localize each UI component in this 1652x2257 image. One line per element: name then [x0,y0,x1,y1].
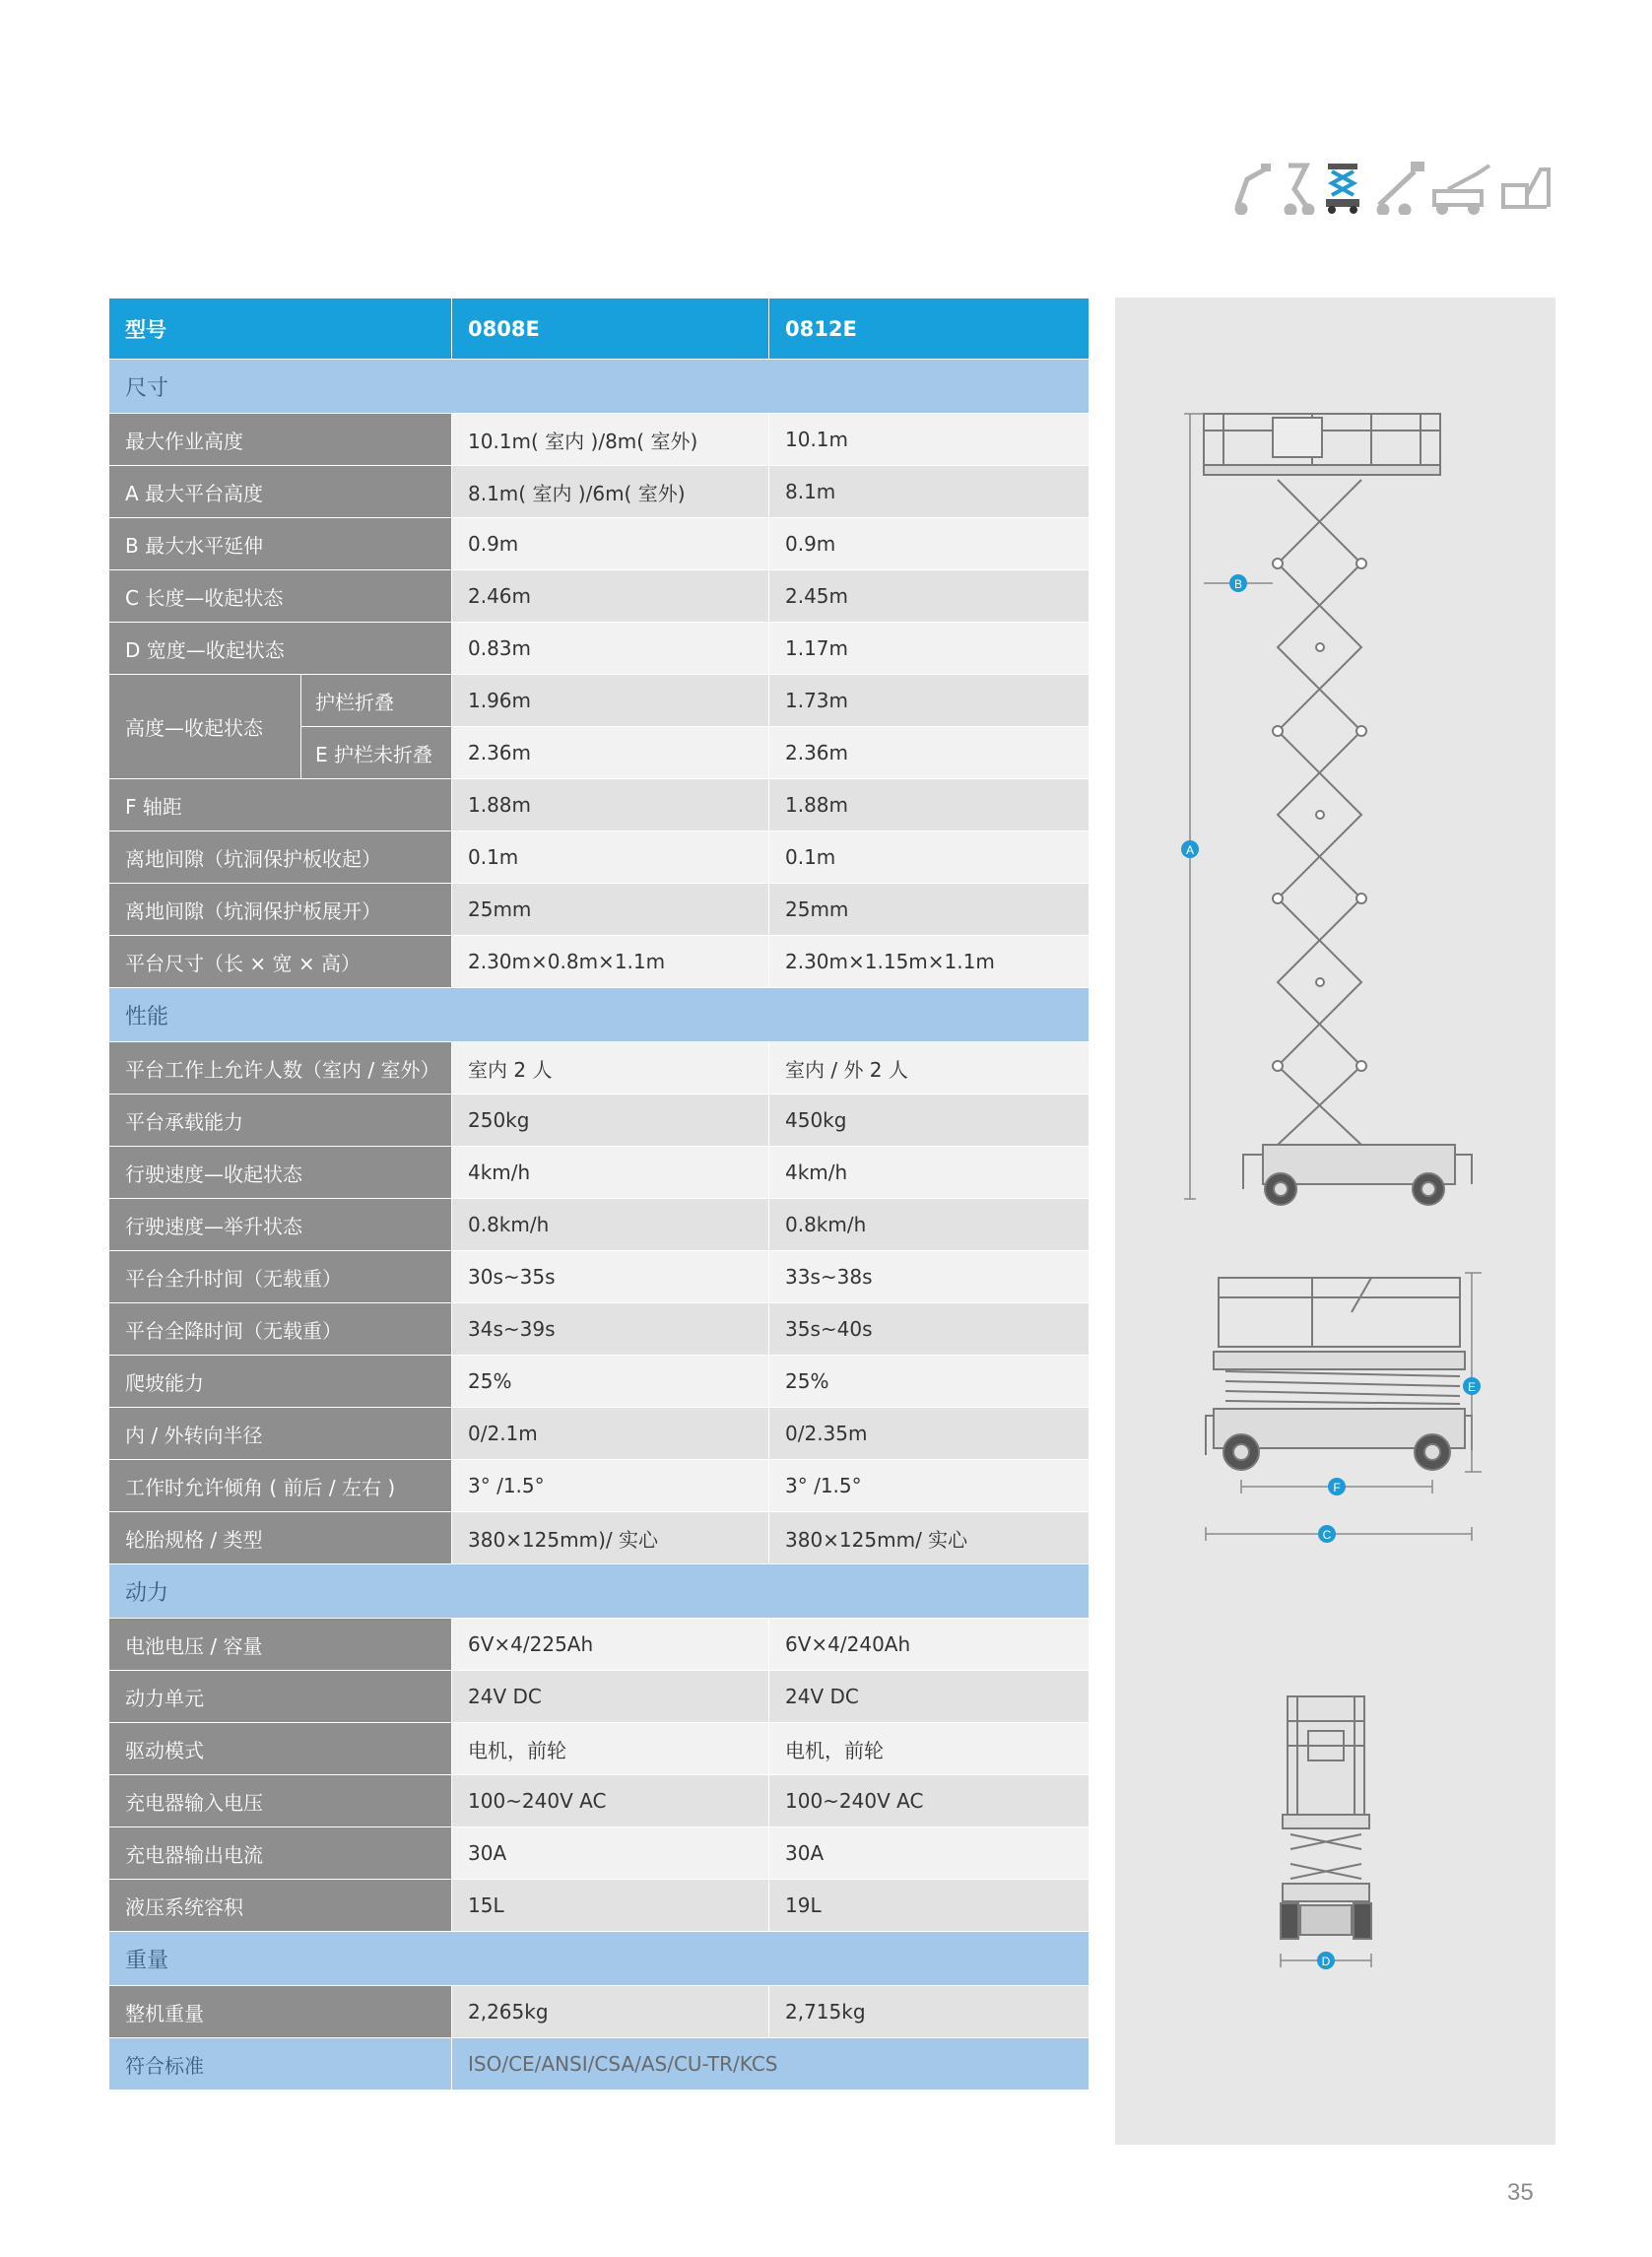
lift-front-view [1281,1696,1371,1939]
section-row-dimensions: 尺寸 [109,360,1090,414]
model-col2: 0812E [769,299,1090,360]
svg-text:E: E [1467,1380,1477,1394]
svg-text:D: D [1321,1955,1331,1968]
table-row: 平台承载能力 250kg 450kg [109,1095,1090,1147]
section-row-weight: 重量 [109,1932,1090,1986]
table-row: 平台工作上允许人数（室内 / 室外） 室内 2 人 室内 / 外 2 人 [109,1042,1090,1095]
table-row: 充电器输出电流 30A 30A [109,1827,1090,1880]
table-row: 驱动模式 电机，前轮 电机，前轮 [109,1723,1090,1775]
table-row: A 最大平台高度 8.1m( 室内 )/6m( 室外) 8.1m [109,466,1090,518]
marker-c [1318,1525,1336,1543]
table-row: E 护栏未折叠 2.36m 2.36m [109,727,1090,779]
stowed-lift-side-view [1206,1278,1472,1470]
diagram-panel [1115,298,1555,2145]
standards-row: 符合标准 ISO/CE/ANSI/CSA/AS/CU-TR/KCS [109,2038,1090,2091]
telescopic-boom-lift-icon [1379,162,1424,214]
table-row: 行驶速度—举升状态 0.8km/h 0.8km/h [109,1199,1090,1251]
raised-lift-side-view [1204,414,1472,1205]
table-row: B 最大水平延伸 0.9m 0.9m [109,518,1090,570]
table-row: F 轴距 1.88m 1.88m [109,779,1090,831]
truck-mounted-lift-icon [1434,166,1489,213]
section-row-performance: 性能 [109,988,1090,1042]
table-row: 离地间隙（坑洞保护板展开） 25mm 25mm [109,884,1090,936]
table-row: 离地间隙（坑洞保护板收起） 0.1m 0.1m [109,831,1090,884]
svg-text:C: C [1322,1528,1332,1542]
marker-d [1317,1952,1335,1969]
table-row: 整机重量 2,265kg 2,715kg [109,1986,1090,2038]
table-row: 电池电压 / 容量 6V×4/225Ah 6V×4/240Ah [109,1619,1090,1671]
table-row: 行驶速度—收起状态 4km/h 4km/h [109,1147,1090,1199]
marker-e [1463,1377,1481,1395]
vertical-mast-lift-icon [1287,166,1312,214]
marker-b [1229,574,1247,592]
page-number: 35 [1507,2179,1534,2206]
table-row: 最大作业高度 10.1m( 室内 )/8m( 室外) 10.1m [109,414,1090,466]
table-row: 高度—收起状态 护栏折叠 1.96m 1.73m [109,675,1090,727]
spec-table [108,298,1090,2091]
table-header-row [109,299,1090,360]
marker-f [1328,1478,1346,1495]
model-col1: 0808E [452,299,769,360]
section-row-power: 动力 [109,1564,1090,1619]
table-row: 工作时允许倾角 ( 前后 / 左右 ) 3° /1.5° 3° /1.5° [109,1460,1090,1512]
table-row: 平台尺寸（长 × 宽 × 高） 2.30m×0.8m×1.1m 2.30m×1.15m×1.1m [109,936,1090,988]
table-row: 平台全降时间（无载重） 34s~39s 35s~40s [109,1303,1090,1356]
spider-lift-icon [1503,169,1549,207]
table-row: C 长度—收起状态 2.46m 2.45m [109,570,1090,623]
svg-text:B: B [1233,577,1243,591]
table-row: 充电器输入电压 100~240V AC 100~240V AC [109,1775,1090,1827]
table-row: 爬坡能力 25% 25% [109,1356,1090,1408]
table-row: 内 / 外转向半径 0/2.1m 0/2.35m [109,1408,1090,1460]
scissor-lift-icon [1326,164,1359,214]
marker-a [1181,840,1199,858]
category-icons [1231,156,1552,215]
table-row: D 宽度—收起状态 0.83m 1.17m [109,623,1090,675]
articulating-boom-lift-icon [1237,164,1271,213]
table-row: 平台全升时间（无载重） 30s~35s 33s~38s [109,1251,1090,1303]
svg-text:A: A [1185,843,1195,857]
table-row: 液压系统容积 15L 19L [109,1880,1090,1932]
svg-text:F: F [1333,1481,1341,1494]
table-row: 轮胎规格 / 类型 380×125mm)/ 实心 380×125mm/ 实心 [109,1512,1090,1564]
model-label: 型号 [109,299,452,360]
table-row: 动力单元 24V DC 24V DC [109,1671,1090,1723]
